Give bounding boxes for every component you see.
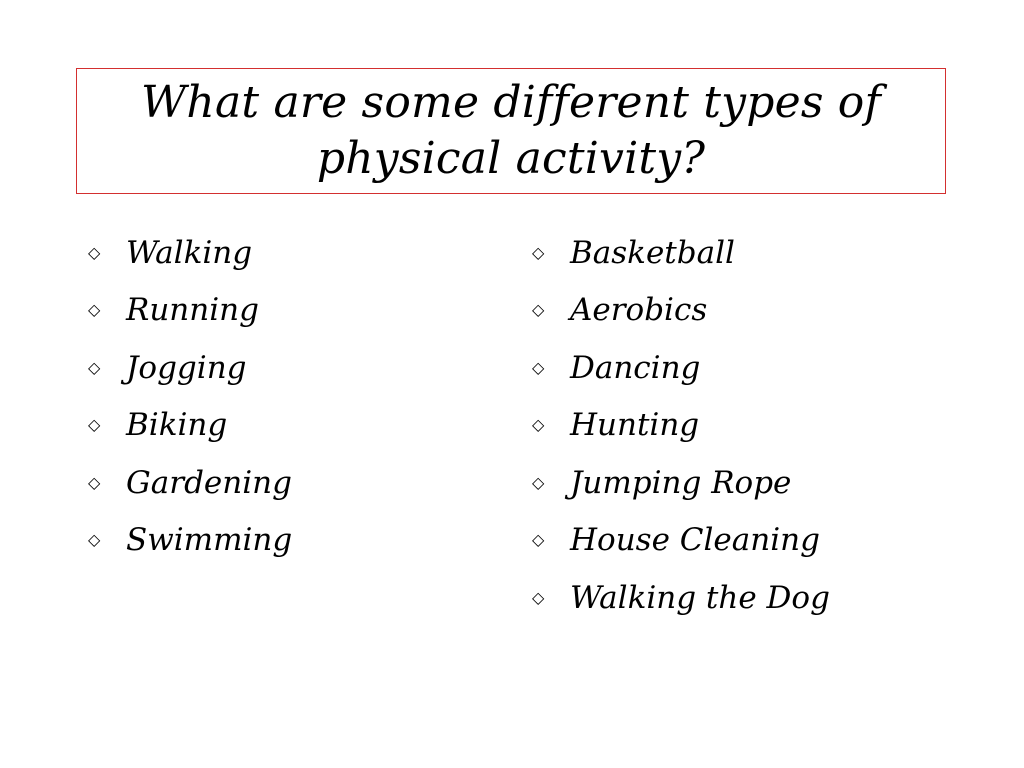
list-item bbox=[532, 282, 830, 340]
list-item-label: Jumping Rope bbox=[570, 464, 792, 501]
list-item bbox=[532, 569, 830, 627]
list-item bbox=[88, 282, 292, 340]
list-item-label: Running bbox=[126, 292, 259, 329]
list-item bbox=[88, 224, 292, 282]
list-item bbox=[532, 397, 830, 455]
right-bullet-list bbox=[532, 224, 830, 627]
bullet-icon: ◇ bbox=[88, 415, 101, 435]
list-item-label: Aerobics bbox=[570, 292, 708, 329]
title-box bbox=[76, 68, 946, 194]
bullet-icon: ◇ bbox=[532, 415, 545, 435]
list-item bbox=[532, 339, 830, 397]
list-item-label: Swimming bbox=[126, 522, 293, 559]
list-item-label: Basketball bbox=[570, 234, 735, 271]
list-item bbox=[532, 512, 830, 570]
list-item-label: Hunting bbox=[570, 407, 700, 444]
slide-title: What are some different types of physical activity? bbox=[141, 77, 881, 184]
left-bullet-list bbox=[88, 224, 292, 569]
bullet-icon: ◇ bbox=[532, 242, 545, 262]
list-item-label: Gardening bbox=[126, 464, 292, 501]
list-item bbox=[532, 454, 830, 512]
list-item-label: Walking bbox=[126, 234, 253, 271]
bullet-icon: ◇ bbox=[532, 587, 545, 607]
bullet-icon: ◇ bbox=[532, 300, 545, 320]
list-item-label: Walking the Dog bbox=[570, 579, 830, 616]
list-item-label: Jogging bbox=[126, 349, 247, 386]
list-item bbox=[88, 454, 292, 512]
bullet-icon: ◇ bbox=[88, 300, 101, 320]
list-item-label: House Cleaning bbox=[570, 522, 820, 559]
bullet-icon: ◇ bbox=[88, 242, 101, 262]
bullet-icon: ◇ bbox=[88, 472, 101, 492]
list-item bbox=[88, 339, 292, 397]
bullet-icon: ◇ bbox=[88, 357, 101, 377]
list-item-label: Dancing bbox=[570, 349, 701, 386]
bullet-icon: ◇ bbox=[88, 530, 101, 550]
list-item bbox=[88, 397, 292, 455]
bullet-icon: ◇ bbox=[532, 530, 545, 550]
bullet-icon: ◇ bbox=[532, 472, 545, 492]
bullet-icon: ◇ bbox=[532, 357, 545, 377]
list-item bbox=[88, 512, 292, 570]
list-item bbox=[532, 224, 830, 282]
list-item-label: Biking bbox=[126, 407, 228, 444]
